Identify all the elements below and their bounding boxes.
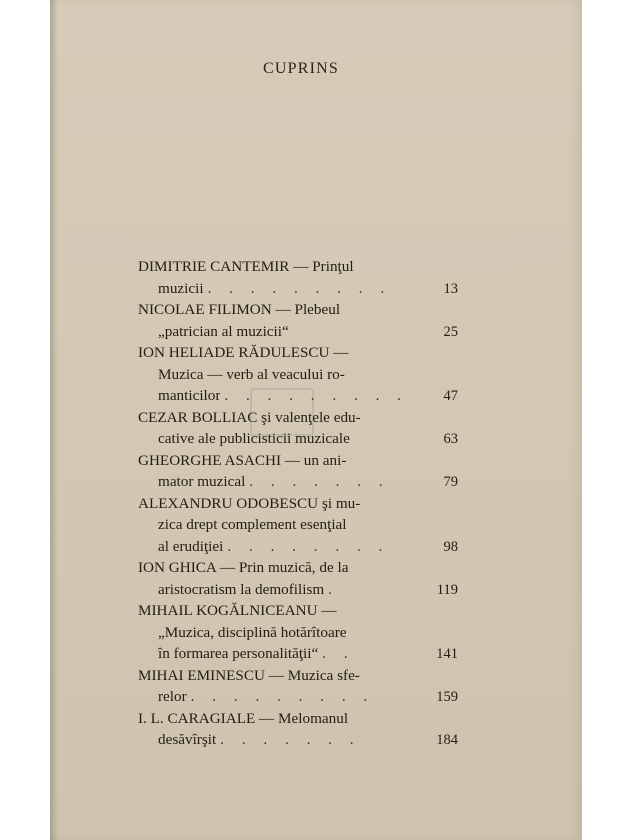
toc-entry-line <box>138 557 458 579</box>
toc-leader-dots: . . . . . . . <box>220 731 361 748</box>
toc-entry <box>138 256 458 299</box>
toc-entry-text: „Muzica, disciplină hotărîtoare <box>158 623 347 641</box>
toc-entry-line <box>138 579 458 601</box>
toc-entry-line <box>138 407 458 429</box>
toc-entry-text: mator muzical <box>158 473 246 490</box>
toc-page-number: 184 <box>436 732 458 748</box>
toc-entry-text: în formarea personalităţii“ <box>158 645 319 662</box>
toc-entry-line <box>138 622 458 644</box>
toc-entry-text: desăvîrşit <box>158 731 217 748</box>
toc-entry-text: GHEORGHE ASACHI — un ani- <box>138 451 347 469</box>
toc-entry-text: CEZAR BOLLIAC şi valenţele edu- <box>138 408 361 426</box>
toc-entry-line <box>138 321 458 343</box>
toc-entry-line <box>138 342 458 364</box>
toc-entry-text: „patrician al muzicii“ <box>158 322 289 340</box>
toc-leader-dots: . . . . . . . <box>249 473 390 490</box>
toc-entry <box>138 708 458 751</box>
toc-entry-text: MIHAI EMINESCU — Muzica sfe- <box>138 666 360 684</box>
toc-entry-text: DIMITRIE CANTEMIR — Prinţul <box>138 258 354 275</box>
toc-entry-text: I. L. CARAGIALE — Melomanul <box>138 709 349 727</box>
toc-entry-line <box>138 471 458 493</box>
toc-leader-dots: . . . . . . . . . <box>224 387 408 404</box>
toc-entry <box>138 299 458 342</box>
toc-entry-text: manticilor <box>158 387 221 404</box>
toc-entry-text: zica drept complement esenţial <box>158 516 347 533</box>
toc-entry-line <box>138 385 458 407</box>
toc-leader-dots: . . . . . . . . . <box>207 279 392 297</box>
toc-page-number: 25 <box>443 323 458 340</box>
toc-page-number: 47 <box>443 388 458 404</box>
toc-entry-line <box>138 428 458 450</box>
toc-page-number: 119 <box>436 581 458 598</box>
toc-entry-line <box>138 256 458 278</box>
toc-entry <box>138 665 458 708</box>
toc-entry <box>138 557 458 600</box>
toc-entry-text: ION HELIADE RĂDULESCU — <box>138 344 349 361</box>
toc-entry-line <box>138 686 458 708</box>
toc-entry <box>138 342 458 407</box>
toc-entry-line <box>138 514 458 536</box>
toc-entry <box>138 600 458 665</box>
toc-entry-text: relor <box>158 688 187 705</box>
toc-entry-line <box>138 643 458 665</box>
toc-entry-text: muzicii <box>158 279 204 297</box>
toc-entry-line <box>138 665 458 687</box>
toc-entry <box>138 450 458 493</box>
toc-entry-text: aristocratism la demofilism <box>158 580 325 598</box>
table-of-contents <box>138 256 458 751</box>
toc-entry-text: ALEXANDRU ODOBESCU şi mu- <box>138 494 361 512</box>
toc-entry-line <box>138 299 458 321</box>
toc-leader-dots: . . <box>322 645 355 662</box>
toc-entry-line <box>138 493 458 515</box>
toc-page-number: 13 <box>443 280 458 297</box>
toc-page-number: 141 <box>436 646 458 662</box>
toc-entry <box>138 407 458 450</box>
toc-entry-text: NICOLAE FILIMON — Plebeul <box>138 301 341 318</box>
toc-entry-line <box>138 708 458 730</box>
toc-entry-line <box>138 450 458 472</box>
toc-entry-text: Muzica — verb al veacului ro- <box>158 365 345 383</box>
toc-entry-line <box>138 729 458 751</box>
toc-entry-line <box>138 536 458 558</box>
toc-entry <box>138 493 458 558</box>
toc-entry-line <box>138 600 458 622</box>
toc-leader-dots: . <box>328 580 339 598</box>
toc-page-number: 63 <box>443 431 458 447</box>
toc-entry-text: MIHAIL KOGĂLNICEANU — <box>138 602 337 619</box>
toc-leader-dots: . . . . . . . . <box>227 537 390 555</box>
toc-entry-line <box>138 364 458 386</box>
page-gutter-shadow <box>50 0 58 840</box>
toc-entry-text: al erudiţiei <box>158 537 224 555</box>
toc-page-number: 159 <box>436 689 458 705</box>
toc-entry-text: ION GHICA — Prin muzică, de la <box>138 559 349 576</box>
toc-page-number: 98 <box>443 538 458 555</box>
toc-page-number: 79 <box>443 474 458 490</box>
toc-leader-dots: . . . . . . . . . <box>190 688 375 705</box>
toc-entry-text: cative ale publicisticii muzicale <box>158 430 350 447</box>
page-title: CUPRINS <box>263 60 339 77</box>
toc-entry-line <box>138 278 458 300</box>
